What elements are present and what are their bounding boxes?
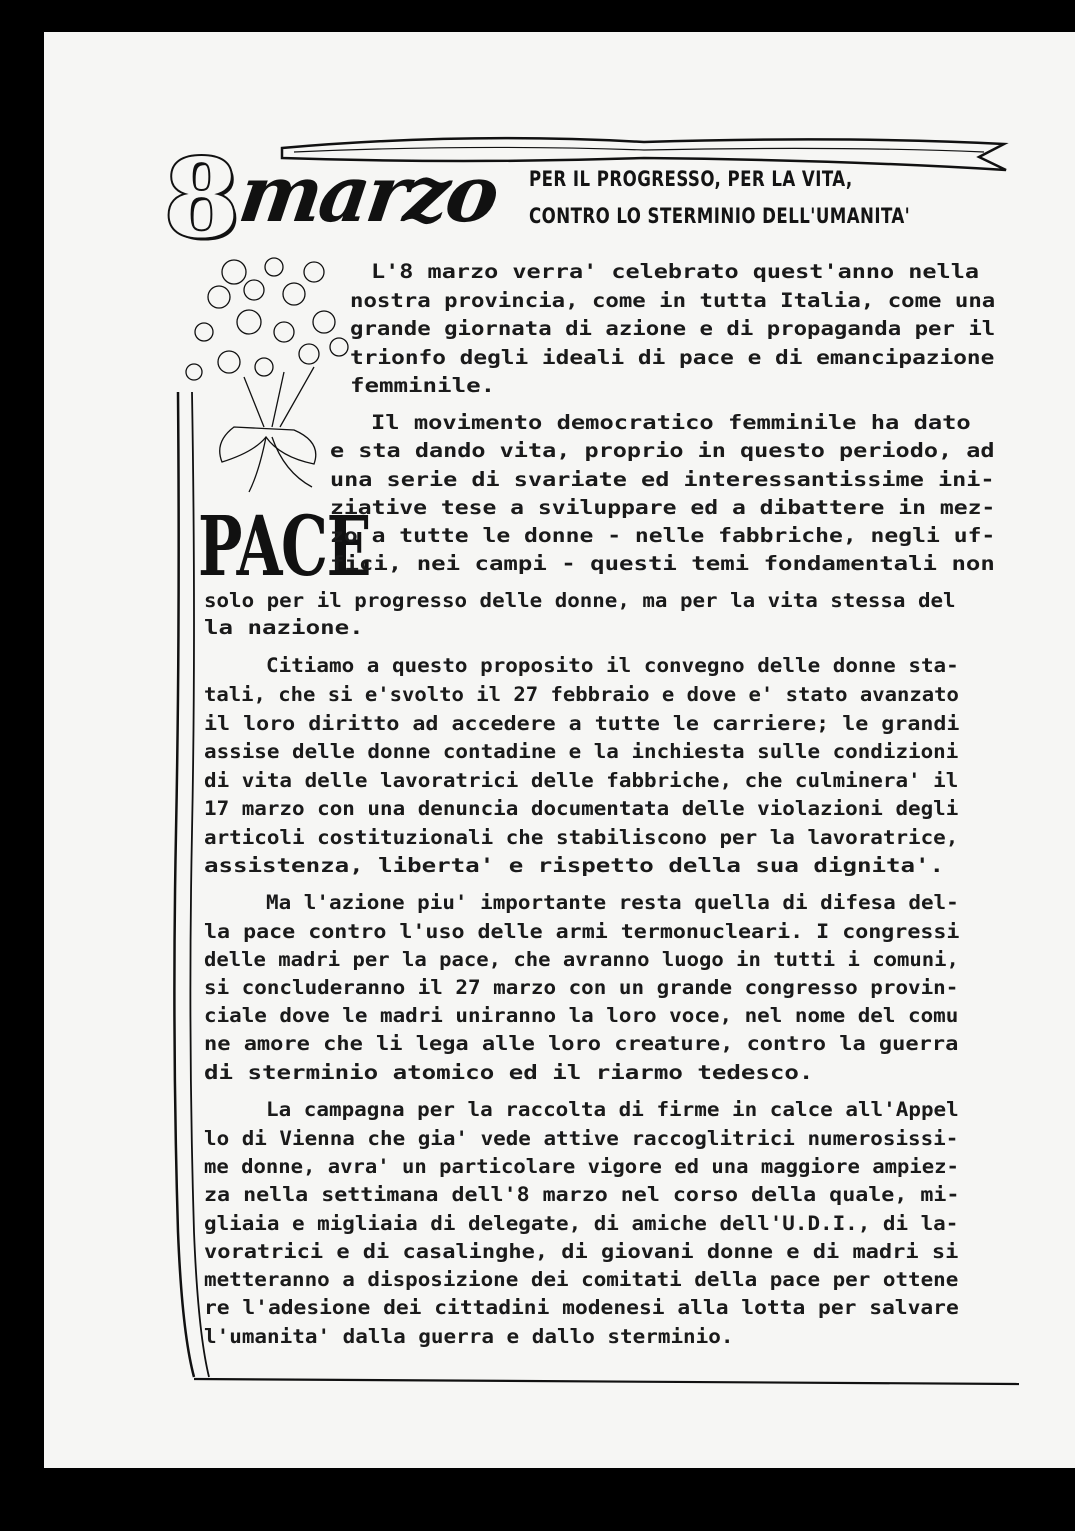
body-line: ciale dove le madri uniranno la loro voce, nel nome del comu [204, 1004, 959, 1027]
body-line: di sterminio atomico ed il riarmo tedesco. [204, 1061, 814, 1084]
body-line: za nella settimana dell'8 marzo nel corso della quale, mi- [204, 1183, 960, 1206]
body-line: di vita delle lavoratrici delle fabbriche, che culminera' il [204, 769, 959, 792]
body-line: il loro diritto ad accedere a tutte le carriere; le grandi [204, 712, 960, 735]
body-line: si concluderanno il 27 marzo con un grande congresso provin- [204, 976, 959, 999]
body-line: una serie di svariate ed interessantissime ini- [330, 468, 995, 491]
body-line: tali, che si e'svolto il 27 febbraio e dove e' stato avanzato [204, 683, 959, 706]
body-line: lo di Vienna che gia' vede attive raccoglitrici numerosissi- [204, 1127, 959, 1150]
title-day: 8 [164, 136, 240, 262]
pace-label: PACE [198, 499, 371, 595]
body-line: Ma l'azione piu' importante resta quella di difesa del- [266, 891, 959, 914]
body-line: La campagna per la raccolta di firme in calce all'Appel [266, 1098, 959, 1121]
body-line: Il movimento democratico femminile ha dato [371, 411, 971, 434]
body-line: metteranno a disposizione dei comitati della pace per ottene [204, 1268, 959, 1291]
body-line: nostra provincia, come in tutta Italia, come una [350, 289, 996, 312]
body-line: e sta dando vita, proprio in questo periodo, ad [330, 439, 995, 462]
body-line: L'8 marzo verra' celebrato quest'anno nella [371, 260, 979, 283]
body-line: me donne, avra' un particolare vigore ed una maggiore ampiez- [204, 1155, 959, 1178]
headline-line-1: PER IL PROGRESSO, PER LA VITA, [529, 167, 853, 191]
body-line: ziative tese a sviluppare ed a dibattere in mez- [330, 496, 996, 519]
body-line: trionfo degli ideali di pace e di emancipazione [350, 346, 995, 369]
body-line: articoli costituzionali che stabiliscono per la lavoratrice, [204, 826, 959, 849]
document-page [44, 32, 1075, 1468]
body-line: ne amore che li lega alle loro creature, contro la guerra [204, 1032, 959, 1055]
body-line: fici, nei campi - questi temi fondamentali non [330, 552, 995, 575]
headline-line-2: CONTRO LO STERMINIO DELL'UMANITA' [529, 204, 911, 228]
body-line: grande giornata di azione e di propaganda per il [350, 317, 996, 340]
body-line: delle madri per la pace, che avranno luogo in tutti i comuni, [204, 948, 959, 971]
body-line: l'umanita' dalla guerra e dallo sterminio. [204, 1325, 734, 1348]
body-line: 17 marzo con una denuncia documentata delle violazioni degli [204, 797, 959, 820]
body-line: gliaia e migliaia di delegate, di amiche dell'U.D.I., di la- [204, 1212, 959, 1235]
body-line: re l'adesione dei cittadini modenesi alla lotta per salvare [204, 1296, 959, 1319]
title-month: marzo [233, 149, 502, 240]
body-line: voratrici e di casalinghe, di giovani donne e di madri si [204, 1240, 959, 1263]
body-line: zo a tutte le donne - nelle fabbriche, negli uf- [330, 524, 996, 547]
body-line: assistenza, liberta' e rispetto della sua dignita'. [204, 854, 945, 877]
body-line: assise delle donne contadine e la inchiesta sulle condizioni [204, 740, 959, 763]
body-line: la pace contro l'uso delle armi termonucleari. I congressi [204, 920, 960, 943]
body-line: la nazione. [204, 616, 364, 639]
body-line: solo per il progresso delle donne, ma per la vita stessa del [204, 589, 956, 612]
body-line: femminile. [350, 374, 496, 397]
body-line: Citiamo a questo proposito il convegno delle donne sta- [266, 654, 959, 677]
